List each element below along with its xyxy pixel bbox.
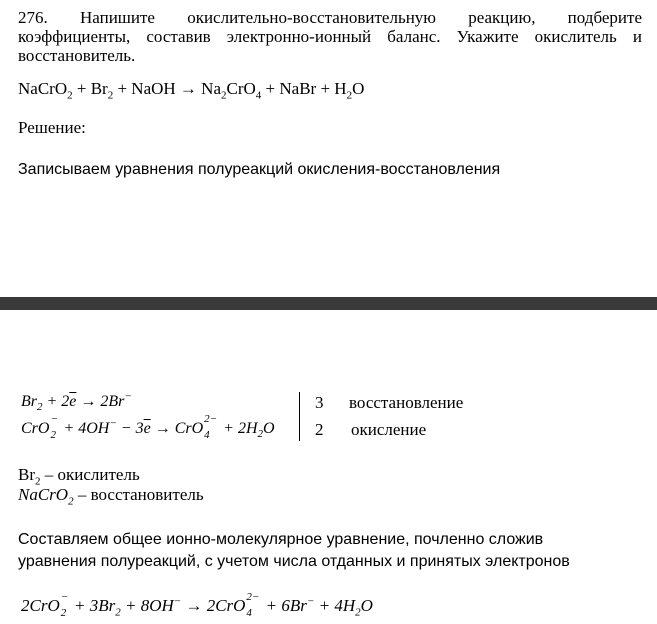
problem-text: 276. Напишите окислительно-восстановительную реакцию, подберите коэффициенты, составив электронно-ионный баланс. Укажите окислитель и восстановитель. <box>18 8 642 65</box>
solution-label: Решение: <box>18 118 86 137</box>
hr-superscript: − <box>124 390 132 403</box>
reaction-subscript: 2 <box>107 89 114 102</box>
electron-symbol: $\overline{e}$ <box>69 393 77 410</box>
oxidizer-text: – окислитель <box>40 465 140 484</box>
hr-part: + 4OH <box>59 420 110 437</box>
hr-part: Br <box>21 393 37 410</box>
reaction-subscript: 2 <box>221 89 227 102</box>
reducer-formula: NaCrO <box>18 485 69 504</box>
hr-subsup: − 2 <box>50 413 58 441</box>
summary-paragraph: Составляем общее ионно-молекулярное уравнение, почленно сложив уравнения полуреакций, с учетом числа отданных и принятых электронов <box>18 531 570 570</box>
half-reaction-reduction <box>21 390 132 414</box>
hr-part: → CrO <box>150 420 204 437</box>
problem-statement <box>18 8 642 65</box>
reducer-subscript: 2 <box>68 495 74 508</box>
hr-part: CrO <box>21 420 50 437</box>
reaction-subscript: 2 <box>67 89 73 102</box>
net-part: O <box>360 596 373 615</box>
hr-superscript: − <box>109 417 117 430</box>
hr-subsup: 2− 4 <box>204 413 218 441</box>
net-subscript: 2 <box>115 606 121 619</box>
hr-subscript: 2 <box>37 401 43 414</box>
net-superscript: − <box>306 595 315 608</box>
hr-part: − 3 <box>116 420 144 437</box>
reaction-part: + Br <box>72 79 108 98</box>
net-part: + 4H <box>314 596 356 615</box>
net-part: 2CrO <box>21 596 60 615</box>
net-subsup: − 2 <box>60 591 69 619</box>
net-part: → 2CrO <box>181 596 246 615</box>
reaction-subscript: 4 <box>255 89 262 102</box>
process-label: восстановление <box>349 393 464 412</box>
balance-divider <box>299 392 300 441</box>
half-reaction-oxidation <box>21 413 275 441</box>
net-subscript: 2 <box>355 606 361 619</box>
oxidizer-formula: Br <box>18 465 35 484</box>
net-part: + 6Br <box>261 596 307 615</box>
reaction-subscript: 2 <box>346 89 353 102</box>
hr-subscript: 2 <box>257 428 264 441</box>
net-part: + 3Br <box>69 596 116 615</box>
oxidizer-subscript: 2 <box>35 475 41 488</box>
net-part: + 8OH <box>120 596 174 615</box>
hr-part: O <box>263 420 275 437</box>
reaction-part: CrO <box>226 79 256 98</box>
net-subsup: 2− 4 <box>246 591 260 619</box>
electron-factor: 3 <box>315 393 324 412</box>
reducer-text: – восстановитель <box>73 485 204 504</box>
oxidizer-line <box>18 465 140 488</box>
hr-part: + 2 <box>42 393 70 410</box>
reaction-part: + NaOH → Na <box>113 79 221 98</box>
process-label: окисление <box>351 420 427 439</box>
net-ionic-equation <box>21 591 373 619</box>
reaction-part: NaCrO <box>18 79 68 98</box>
electron-symbol: $\overline{e}$ <box>143 420 151 437</box>
reaction-part: + NaBr + H <box>261 79 347 98</box>
half-reactions-intro: Записываем уравнения полуреакций окисления-восстановления <box>18 161 501 178</box>
hr-part: → 2Br <box>76 393 125 410</box>
reducer-line <box>18 485 204 508</box>
net-superscript: − <box>173 595 182 608</box>
reaction-part: O <box>352 79 365 98</box>
reaction-equation <box>18 79 365 102</box>
electron-factor: 2 <box>315 420 324 439</box>
hr-part: + 2H <box>219 420 258 437</box>
page-divider-band <box>0 297 657 310</box>
